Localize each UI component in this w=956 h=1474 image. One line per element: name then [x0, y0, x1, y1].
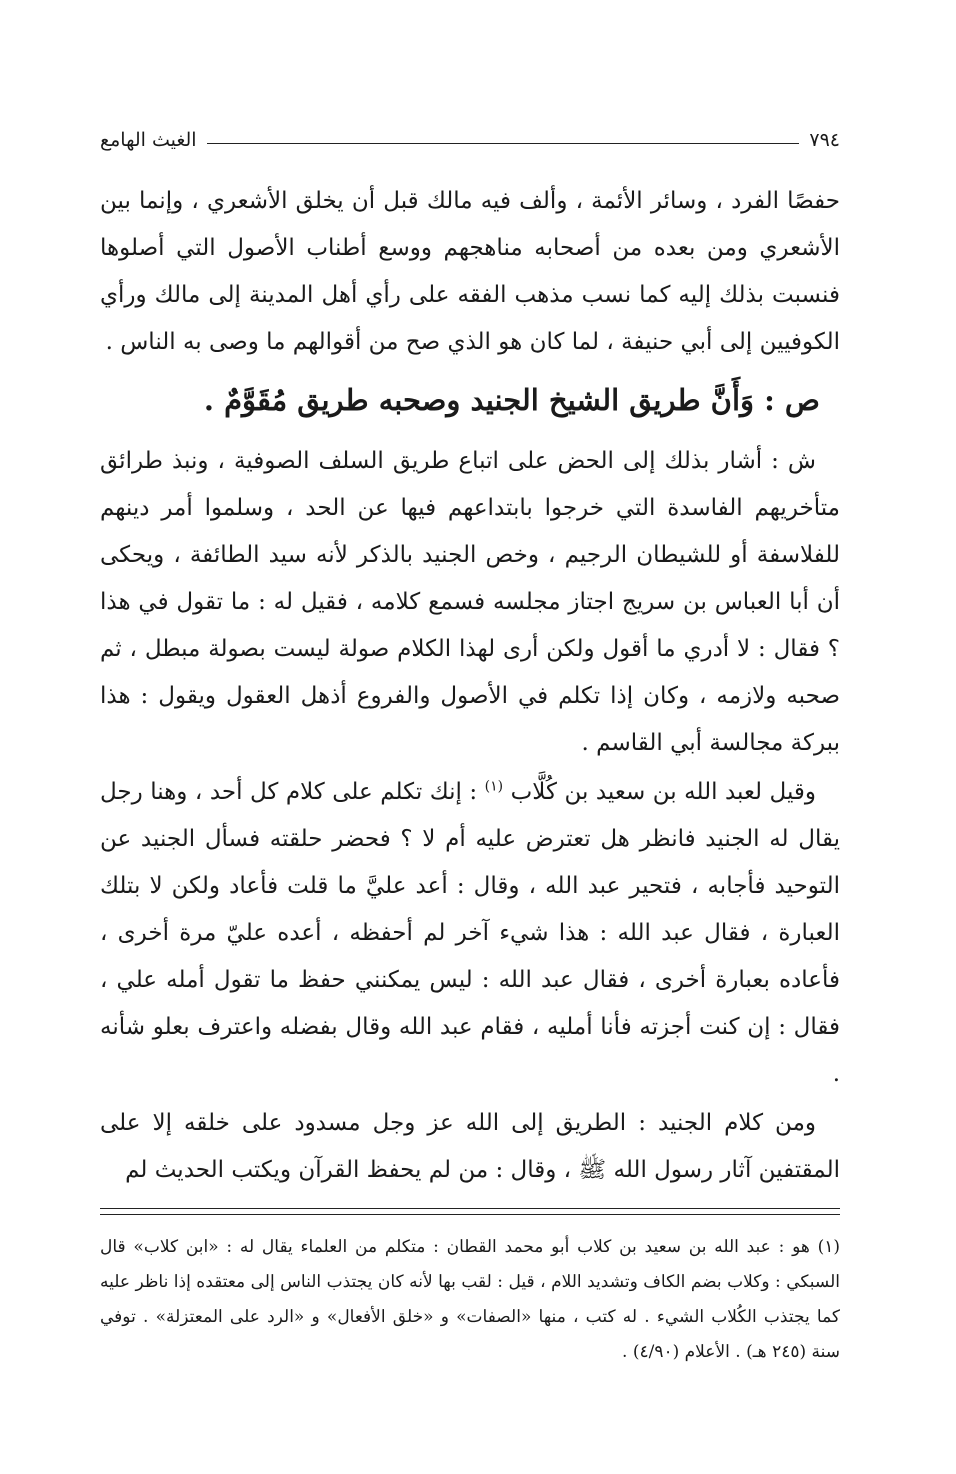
paragraph-3-rest: : إنك تكلم على كلام كل أحد ، وهنا رجل يقال له الجنيد فانظر هل تعترض عليه أم لا ؟ فحضر حلقته فسأل الجنيد عن التوحيد فأجابه ، فتحير عبد الله ، وقال : أعد عليَّ ما قلت فأعاد ولكن لا بتلك العبارة ، فقال عبد الله : هذا شيء آخر لم أحفظه ، أعده عليّ مرة أخرى ، فأعاده بعبارة أخرى ، فقال عبد الله : ليس يمكنني حفظ ما تقول أمله علي ، فقال : إن كنت أجزته فأنا أمليه ، فقام عبد الله وقال بفضله واعترف بعلو شأنه .: [100, 779, 840, 1087]
paragraph-4: ومن كلام الجنيد : الطريق إلى الله عز وجل مسدود على خلقه إلا على المقتفين آثار رسول الله ﷺ ، وقال : من لم يحفظ القرآن ويكتب الحديث لم: [100, 1110, 840, 1183]
paragraph-2: ش : أشار بذلك إلى الحض على اتباع طريق السلف الصوفية ، ونبذ طرائق متأخريهم الفاسدة التي خرجوا بابتداعهم فيها عن الحد ، وسلموا أمر دينهم للفلاسفة أو للشيطان الرجيم ، وخص الجنيد بالذكر لأنه سيد الطائفة ، ويحكى أن أبا العباس بن سريج اجتاز مجلسه فسمع كلامه ، فقيل له : ما تقول في هذا ؟ فقال : لا أدري ما أقول ولكن أرى لهذا الكلام صولة ليست بصولة مبطل ، ثم صحبه ولازمه ، وكان إذا تكلم في الأصول والفروع أذهل العقول ويقول : هذا ببركة مجالسة أبي القاسم .: [100, 448, 840, 756]
paragraph-3-lead: وقيل لعبد الله بن سعيد بن كُلَّاب: [510, 779, 817, 805]
footnote-1: (١) هو : عبد الله بن سعيد بن كلاب أبو محمد القطان : متكلم من العلماء يقال له : «ابن كلاب» قال السبكي : وكلاب بضم الكاف وتشديد اللام ، قيل : لقب بها لأنه كان يجتذب الناس إلى معتقده إذا ناظر عليه كما يجتذب الكُلاب الشيء . له كتب ، منها «الصفات» و «خلق الأفعال» و «الرد على المعتزلة» . توفي سنة (٢٤٥ هـ) . الأعلام (٤/٩٠) .: [100, 1237, 840, 1362]
matn-line: ص : وَأَنَّ طريق الشيخ الجنيد وصحبه طريق مُقَوَّمٌ .: [203, 383, 820, 417]
paragraph-1: حفصًا الفرد ، وسائر الأئمة ، وألف فيه مالك قبل أن يخلق الأشعري ، وإنما بين الأشعري ومن بعده من أصحابه مناهجهم ووسع أطناب الأصول التي أصلوها فنسبت بذلك إليه كما نسب مذهب الفقه على رأي أهل المدينة إلى مالك ورأي الكوفيين إلى أبي حنيفة ، لما كان هو الذي صح من أقوالهم ما وصى به الناس .: [100, 188, 840, 355]
header-rule: [207, 143, 800, 144]
body-text: [100, 178, 840, 1194]
paragraph-3: [100, 769, 840, 1098]
book-title: الغيث الهامع: [100, 129, 197, 151]
running-header: [100, 120, 840, 160]
footnote-separator: [100, 1208, 840, 1215]
footnote-reference[interactable]: (١): [484, 778, 504, 795]
page-number: ٧٩٤: [809, 129, 840, 151]
page: [100, 120, 840, 1194]
